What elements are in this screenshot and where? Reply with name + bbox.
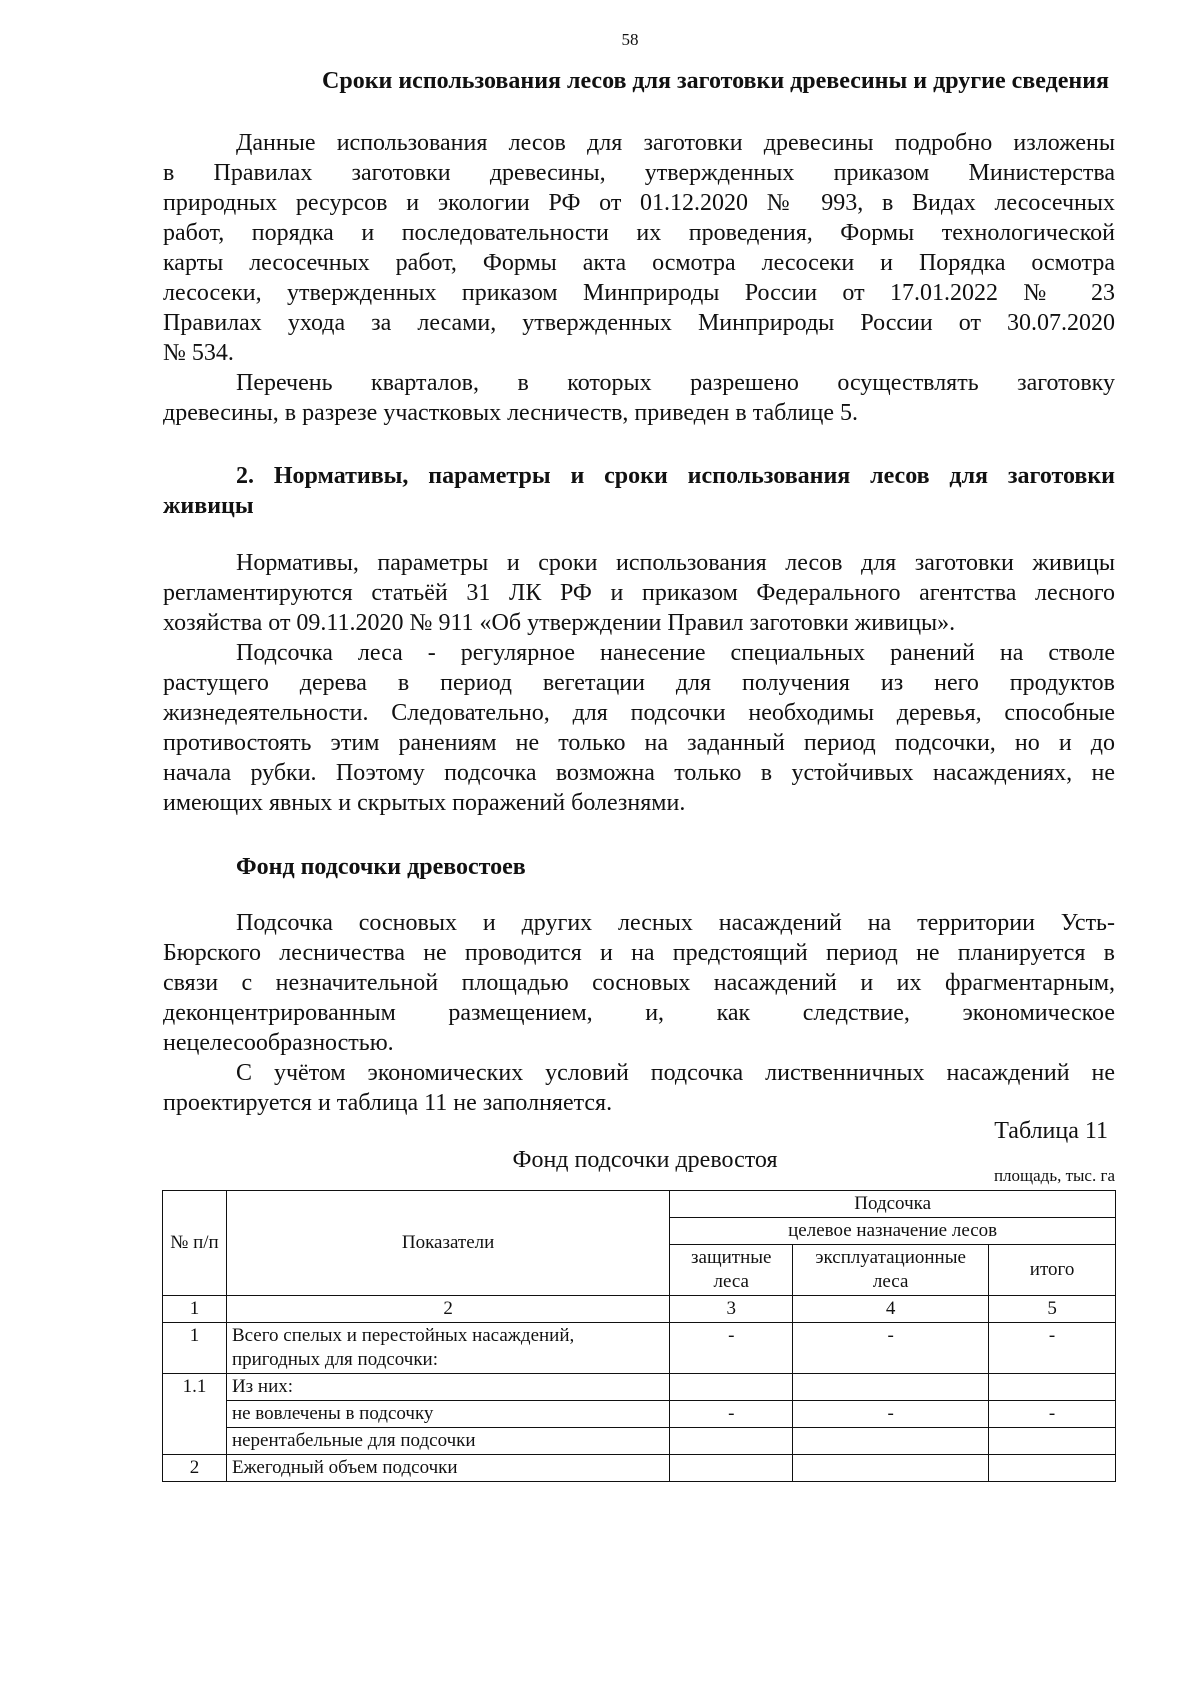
text-line: живицы (163, 493, 254, 519)
section1-title: Сроки использования лесов для заготовки древесины и другие сведения (322, 68, 1109, 94)
row-value: - (793, 1401, 989, 1428)
row-num (163, 1428, 227, 1455)
row-value (989, 1455, 1116, 1482)
row-value (793, 1455, 989, 1482)
row-label: нерентабельные для подсочки (226, 1428, 669, 1455)
row-value: - (989, 1323, 1116, 1374)
col-number: 5 (989, 1296, 1116, 1323)
row-value: - (989, 1401, 1116, 1428)
row-value: - (793, 1323, 989, 1374)
section2-title (163, 461, 1115, 521)
row-value (989, 1428, 1116, 1455)
row-value (793, 1374, 989, 1401)
table-label: Таблица 11 (994, 1118, 1108, 1144)
col-number: 2 (226, 1296, 669, 1323)
section1-paragraph1 (163, 128, 1115, 368)
row-label: Ежегодный объем подсочки (226, 1455, 669, 1482)
text-line: Нормативы, параметры и сроки использования лесов для заготовки живицы (236, 550, 1115, 576)
text-line: № 534. (163, 340, 234, 366)
text-line: древесины, в разрезе участковых лесничеств, приведен в таблице 5. (163, 400, 859, 426)
col-number: 3 (670, 1296, 793, 1323)
header-group: Подсочка (670, 1191, 1116, 1218)
table-row (163, 1323, 1116, 1374)
table-row (163, 1401, 1116, 1428)
fund-table (162, 1190, 1116, 1482)
row-num: 1 (163, 1323, 227, 1374)
header-total: итого (989, 1245, 1116, 1296)
page-number: 58 (621, 30, 639, 49)
header-exploitation: эксплуатационные леса (793, 1245, 989, 1296)
text-line: Подсочка леса - регулярное нанесение специальных ранений на стволе (236, 640, 1115, 666)
section2-paragraph2 (163, 638, 1115, 818)
text-line: в Правилах заготовки древесины, утвержденных приказом Министерства (163, 160, 1115, 186)
section3-paragraph1 (163, 908, 1115, 1058)
text-line: карты лесосечных работ, Формы акта осмотра лесосеки и Порядка осмотра (163, 250, 1115, 276)
row-num: 2 (163, 1455, 227, 1482)
text-line: Данные использования лесов для заготовки древесины подробно изложены (236, 130, 1115, 156)
table-unit: площадь, тыс. га (993, 1166, 1115, 1185)
row-label: Всего спелых и перестойных насаждений, пригодных для подсочки: (226, 1323, 669, 1374)
text-line: лесосеки, утвержденных приказом Минприроды России от 17.01.2022 № 23 (163, 280, 1115, 306)
text-line: Бюрского лесничества не проводится и на предстоящий период не планируется в (163, 940, 1115, 966)
text-line: Подсочка сосновых и других лесных насаждений на территории Усть- (236, 910, 1115, 936)
text-line: хозяйства от 09.11.2020 № 911 «Об утверждении Правил заготовки живицы». (163, 610, 956, 636)
table-row (163, 1428, 1116, 1455)
text-line: противостоять этим ранениям не только на заданный период подсочки, но и до (163, 730, 1115, 756)
text-line: регламентируются статьёй 31 ЛК РФ и приказом Федерального агентства лесного (163, 580, 1115, 606)
section2-paragraph1 (163, 548, 1115, 638)
text-line: Правилах ухода за лесами, утвержденных Минприроды России от 30.07.2020 (163, 310, 1115, 336)
text-line: 2. Нормативы, параметры и сроки использования лесов для заготовки (236, 463, 1115, 489)
col-number: 1 (163, 1296, 227, 1323)
col-number: 4 (793, 1296, 989, 1323)
text-line: Перечень кварталов, в которых разрешено осуществлять заготовку (236, 370, 1115, 396)
header-protective: защитные леса (670, 1245, 793, 1296)
text-line: проектируется и таблица 11 не заполняется. (163, 1090, 613, 1116)
text-line: растущего дерева в период вегетации для получения из него продуктов (163, 670, 1115, 696)
text-line: нецелесообразностью. (163, 1030, 394, 1056)
row-value: - (670, 1323, 793, 1374)
section3-paragraph2 (163, 1058, 1115, 1118)
text-line: Фонд подсочки древостоев (236, 854, 526, 880)
table-caption: Фонд подсочки древостоя (512, 1147, 778, 1173)
row-value (670, 1428, 793, 1455)
header-num: № п/п (163, 1191, 227, 1296)
row-value (793, 1428, 989, 1455)
text-line: С учётом экономических условий подсочка лиственничных насаждений не (236, 1060, 1115, 1086)
row-value: - (670, 1401, 793, 1428)
row-value (670, 1374, 793, 1401)
text-line: связи с незначительной площадью сосновых насаждений и их фрагментарным, (163, 970, 1115, 996)
row-label: не вовлечены в подсочку (226, 1401, 669, 1428)
text-line: начала рубки. Поэтому подсочка возможна только в устойчивых насаждениях, не (163, 760, 1115, 786)
row-num (163, 1401, 227, 1428)
text-line: природных ресурсов и экологии РФ от 01.12.2020 № 993, в Видах лесосечных (163, 190, 1115, 216)
text-line: работ, порядка и последовательности их проведения, Формы технологической (163, 220, 1115, 246)
text-line: жизнедеятельности. Следовательно, для подсочки необходимы деревья, способные (163, 700, 1115, 726)
column-number-row (163, 1296, 1116, 1323)
header-subgroup: целевое назначение лесов (670, 1218, 1116, 1245)
section3-title (163, 852, 1115, 882)
row-label: Из них: (226, 1374, 669, 1401)
table-row (163, 1455, 1116, 1482)
header-indicators: Показатели (226, 1191, 669, 1296)
row-value (989, 1374, 1116, 1401)
text-line: имеющих явных и скрытых поражений болезнями. (163, 790, 686, 816)
row-num: 1.1 (163, 1374, 227, 1401)
row-value (670, 1455, 793, 1482)
text-line: деконцентрированным размещением, и, как следствие, экономическое (163, 1000, 1115, 1026)
section1-paragraph2 (163, 368, 1115, 428)
table-row (163, 1374, 1116, 1401)
